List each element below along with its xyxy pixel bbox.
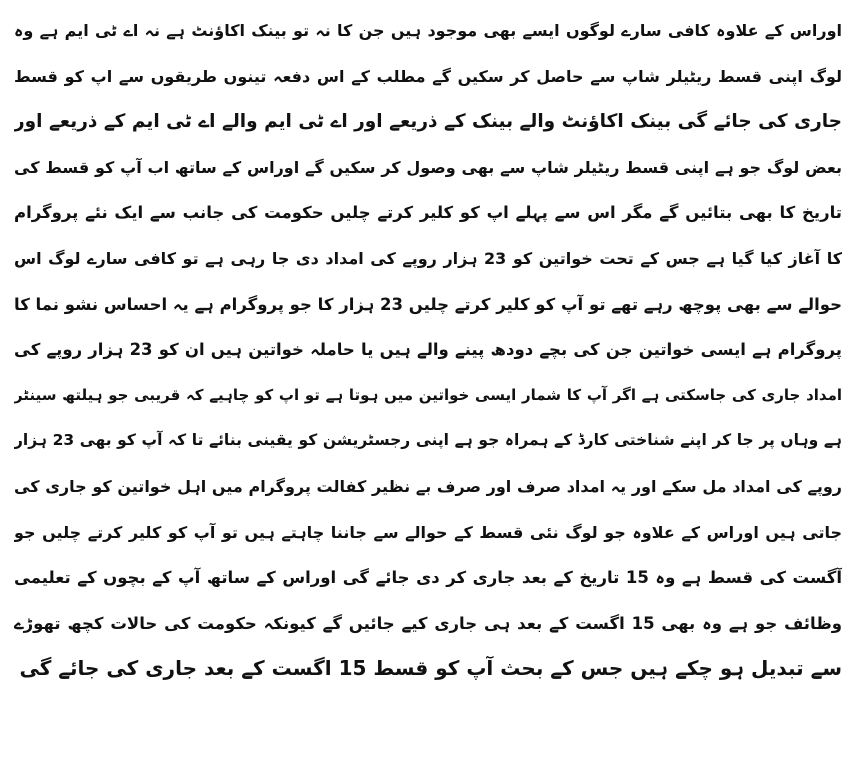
text-line: حوالے سے بھی پوچھ رہے تھے تو آپ کو کلیر کرتے چلیں 23 ہزار کا جو پروگرام ہے یہ احساس نشو نما کا bbox=[14, 294, 842, 314]
text-line: بعض لوگ جو ہے اپنی قسط ریٹیلر شاپ سے بھی وصول کر سکیں گے اوراس کے ساتھ اب آپ کو قسط کی bbox=[14, 157, 842, 177]
text-line-last: سے تبدیل ہو چکے ہیں جس کے بحث آپ کو قسط 15 اگست کے بعد جاری کی جائے گی bbox=[19, 656, 842, 681]
text-line: لوگ اپنی قسط ریٹیلر شاپ سے حاصل کر سکیں گے مطلب کے اس دفعہ تینوں طریقوں سے اپ کو قسط bbox=[14, 66, 842, 86]
text-line: آگست کی قسط ہے وہ 15 تاریخ کے بعد جاری کر دی جائے گی اوراس کے ساتھ آپ کے بچوں کے تعلیمی bbox=[14, 568, 842, 588]
text-line: ہے وہاں پر جا کر اپنے شناختی کارڈ کے ہمراہ جو ہے اپنی رجسٹریشن کو یقینی بنائے تا کہ آپ کو بھی 23 ہزار bbox=[14, 431, 842, 450]
text-line: امداد جاری کی جاسکتی ہے اگر آپ کا شمار ایسی خواتین میں ہوتا ہے تو اپ کو چاہیے کہ قریبی جو ہیلتھ سینٹر bbox=[14, 385, 842, 404]
article-body bbox=[14, 8, 842, 692]
text-line: روپے کی امداد مل سکے اور یہ امداد صرف اور صرف بے نظیر کفالت پروگرام میں اہل خواتین کو جاری کی bbox=[14, 476, 842, 496]
text-line: وظائف جو ہے وہ بھی 15 اگست کے بعد ہی جاری کیے جائیں گے کیونکہ حکومت کی حالات کچھ تھوڑے bbox=[14, 613, 842, 633]
text-line: اوراس کے علاوہ کافی سارے لوگوں ایسے بھی موجود ہیں جن کا نہ تو بینک اکاؤنٹ ہے نہ اے ٹی ایم ہے وہ bbox=[14, 21, 842, 40]
text-line: جاتی ہیں اوراس کے علاوہ جو لوگ نئی قسط کے حوالے سے جاننا چاہتے ہیں تو آپ کو کلیر کرتے چلیں جو bbox=[14, 522, 842, 542]
text-line: پروگرام ہے ایسی خواتین جن کی بچے دودھ پینے والے ہیں یا حاملہ خواتین ہیں ان کو 23 ہزار روپے کی bbox=[14, 340, 842, 360]
text-line: کا آغاز کیا گیا ہے جس کے تحت خواتین کو 23 ہزار روپے کی امداد دی جا رہی ہے تو کافی سارے لوگ اس bbox=[14, 248, 842, 268]
text-line: جاری کی جائے گی بینک اکاؤنٹ والے بینک کے ذریعے اور اے ٹی ایم والے اے ٹی ایم کے ذریعے اور bbox=[14, 111, 842, 133]
text-line: تاریخ کا بھی بتائیں گے مگر اس سے پہلے اپ کو کلیر کرتے چلیں حکومت کی جانب سے ایک نئے پروگرام bbox=[14, 203, 842, 223]
